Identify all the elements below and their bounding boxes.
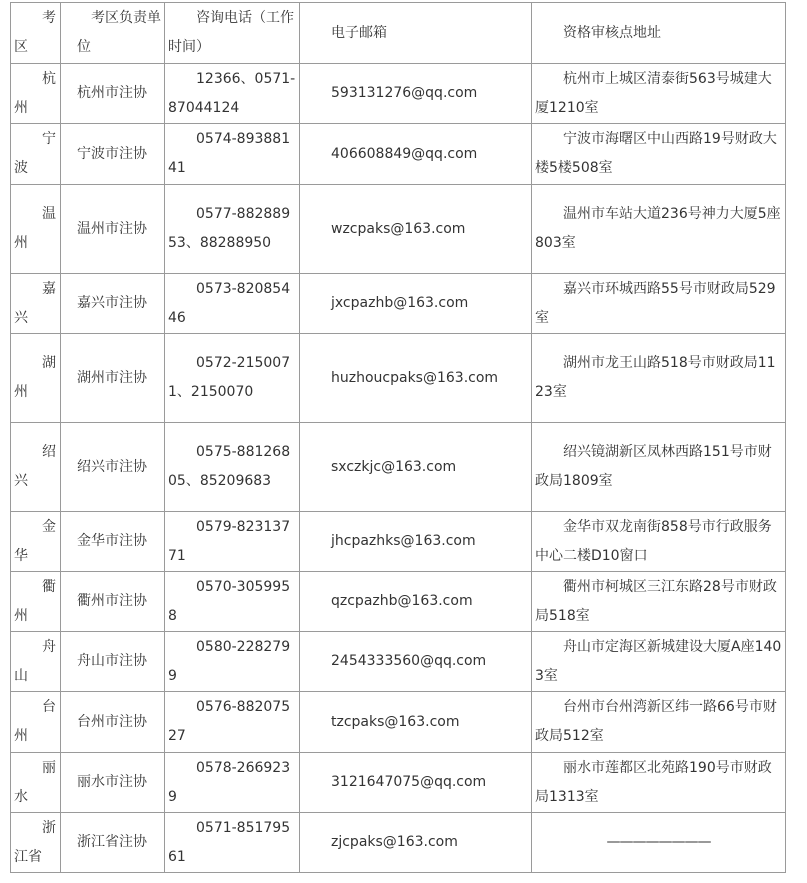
header-email: 电子邮箱 <box>300 3 532 64</box>
org-cell: 杭州市注协 <box>61 64 165 124</box>
address-cell: 金华市双龙南街858号市行政服务中心二楼D10窗口 <box>532 512 786 572</box>
address-cell: 绍兴镜湖新区凤林西路151号市财政局1809室 <box>532 423 786 512</box>
region-cell: 温州 <box>11 185 61 274</box>
address-cell: 台州市台州湾新区纬一路66号市财政局512室 <box>532 692 786 753</box>
region-cell: 嘉兴 <box>11 274 61 334</box>
phone-cell: 0579-82313771 <box>165 512 300 572</box>
address-cell: ———————— <box>532 813 786 873</box>
org-cell: 丽水市注协 <box>61 753 165 813</box>
phone-cell: 0576-88207527 <box>165 692 300 753</box>
email-cell[interactable]: jhcpazhks@163.com <box>300 512 532 572</box>
org-cell: 浙江省注协 <box>61 813 165 873</box>
phone-cell: 0571-85179561 <box>165 813 300 873</box>
region-cell: 绍兴 <box>11 423 61 512</box>
table-row <box>11 274 786 334</box>
table-row <box>11 813 786 873</box>
table-row <box>11 572 786 632</box>
table-row <box>11 64 786 124</box>
phone-cell: 0580-2282799 <box>165 632 300 692</box>
address-cell: 衢州市柯城区三江东路28号市财政局518室 <box>532 572 786 632</box>
phone-cell: 0575-88126805、85209683 <box>165 423 300 512</box>
table-row <box>11 423 786 512</box>
region-cell: 台州 <box>11 692 61 753</box>
email-cell[interactable]: 406608849@qq.com <box>300 124 532 185</box>
header-address: 资格审核点地址 <box>532 3 786 64</box>
email-cell[interactable]: 593131276@qq.com <box>300 64 532 124</box>
org-cell: 绍兴市注协 <box>61 423 165 512</box>
table-row <box>11 632 786 692</box>
email-cell[interactable]: zjcpaks@163.com <box>300 813 532 873</box>
org-cell: 舟山市注协 <box>61 632 165 692</box>
address-cell: 温州市车站大道236号神力大厦5座803室 <box>532 185 786 274</box>
phone-cell: 0574-89388141 <box>165 124 300 185</box>
email-cell[interactable]: tzcpaks@163.com <box>300 692 532 753</box>
header-row <box>11 3 786 64</box>
address-cell: 舟山市定海区新城建设大厦A座1403室 <box>532 632 786 692</box>
org-cell: 宁波市注协 <box>61 124 165 185</box>
region-cell: 浙江省 <box>11 813 61 873</box>
phone-cell: 0572-2150071、2150070 <box>165 334 300 423</box>
address-cell: 丽水市莲都区北苑路190号市财政局1313室 <box>532 753 786 813</box>
org-cell: 嘉兴市注协 <box>61 274 165 334</box>
email-cell[interactable]: sxczkjc@163.com <box>300 423 532 512</box>
region-cell: 宁波 <box>11 124 61 185</box>
header-org: 考区负责单位 <box>61 3 165 64</box>
email-cell[interactable]: jxcpazhb@163.com <box>300 274 532 334</box>
table-row <box>11 753 786 813</box>
email-cell[interactable]: 3121647075@qq.com <box>300 753 532 813</box>
table-row <box>11 512 786 572</box>
address-cell: 杭州市上城区清泰街563号城建大厦1210室 <box>532 64 786 124</box>
header-region: 考区 <box>11 3 61 64</box>
table-row <box>11 124 786 185</box>
exam-contact-table <box>10 2 786 873</box>
address-cell: 嘉兴市环城西路55号市财政局529室 <box>532 274 786 334</box>
email-cell[interactable]: qzcpazhb@163.com <box>300 572 532 632</box>
table-row <box>11 692 786 753</box>
org-cell: 衢州市注协 <box>61 572 165 632</box>
region-cell: 丽水 <box>11 753 61 813</box>
email-cell[interactable]: huzhoucpaks@163.com <box>300 334 532 423</box>
region-cell: 金华 <box>11 512 61 572</box>
phone-cell: 0570-3059958 <box>165 572 300 632</box>
address-cell: 宁波市海曙区中山西路19号财政大楼5楼508室 <box>532 124 786 185</box>
email-cell[interactable]: wzcpaks@163.com <box>300 185 532 274</box>
region-cell: 湖州 <box>11 334 61 423</box>
region-cell: 舟山 <box>11 632 61 692</box>
phone-cell: 0577-88288953、88288950 <box>165 185 300 274</box>
region-cell: 衢州 <box>11 572 61 632</box>
org-cell: 湖州市注协 <box>61 334 165 423</box>
phone-cell: 0573-82085446 <box>165 274 300 334</box>
org-cell: 温州市注协 <box>61 185 165 274</box>
region-cell: 杭州 <box>11 64 61 124</box>
email-cell[interactable]: 2454333560@qq.com <box>300 632 532 692</box>
org-cell: 台州市注协 <box>61 692 165 753</box>
table-row <box>11 334 786 423</box>
org-cell: 金华市注协 <box>61 512 165 572</box>
address-cell: 湖州市龙王山路518号市财政局1123室 <box>532 334 786 423</box>
table-row <box>11 185 786 274</box>
phone-cell: 0578-2669239 <box>165 753 300 813</box>
header-phone: 咨询电话（工作时间） <box>165 3 300 64</box>
phone-cell: 12366、0571-87044124 <box>165 64 300 124</box>
